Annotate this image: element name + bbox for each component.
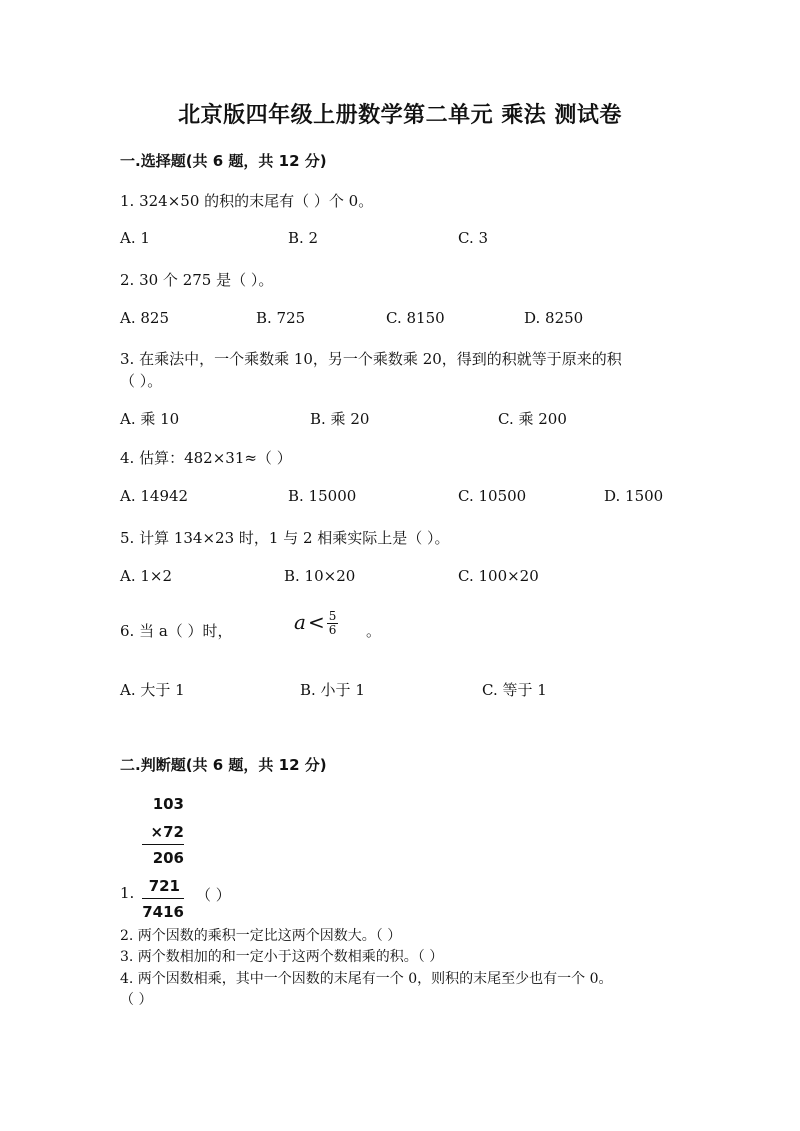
question-6: 6. 当 a（ ）时， (120, 622, 233, 640)
judge-q4: 4. 两个因数相乘，其中一个因数的末尾有一个 0，则积的末尾至少也有一个 0。 (120, 971, 613, 987)
q5-option-a: A. 1×2 (120, 567, 173, 585)
question-1: 1. 324×50 的积的末尾有（ ）个 0。 (120, 192, 374, 210)
q6-math-expression (294, 610, 338, 637)
judge-q4-paren: （ ） (120, 992, 153, 1008)
question-4: 4. 估算：482×31≈（ ） (120, 449, 292, 467)
vm-partial-2: 721 (148, 877, 180, 895)
q2-option-c: C. 8150 (386, 309, 445, 327)
q6-option-a: A. 大于 1 (120, 681, 185, 699)
judge-q1-prefix: 1. (120, 884, 135, 902)
q2-option-d: D. 8250 (524, 309, 584, 327)
section-1-heading: 一.选择题(共 6 题，共 12 分) (120, 152, 327, 170)
judge-q1-paren: （ ） (196, 886, 231, 904)
q4-option-a: A. 14942 (120, 487, 189, 505)
q6-frac-numerator: 5 (328, 609, 337, 623)
vm-multiplicand: 103 (152, 795, 184, 813)
q3-option-c: C. 乘 200 (498, 410, 567, 428)
q6-math-var: a (294, 610, 306, 634)
section-2-heading: 二.判断题(共 6 题，共 12 分) (120, 756, 327, 774)
judge-q2: 2. 两个因数的乘积一定比这两个因数大。（ ） (120, 928, 402, 944)
q1-option-b: B. 2 (288, 229, 319, 247)
q6-frac-denominator: 6 (328, 623, 337, 637)
q6-fraction (327, 610, 339, 637)
q1-option-c: C. 3 (458, 229, 489, 247)
vm-multiplier: ×72 (150, 823, 184, 841)
page-title: 北京版四年级上册数学第二单元 乘法 测试卷 (178, 103, 622, 128)
q5-option-c: C. 100×20 (458, 567, 539, 585)
vm-product: 7416 (142, 903, 184, 921)
vm-rule-1 (142, 844, 184, 845)
question-2: 2. 30 个 275 是（ ）。 (120, 271, 274, 289)
q1-option-a: A. 1 (120, 229, 150, 247)
q2-option-a: A. 825 (120, 309, 169, 327)
q6-option-b: B. 小于 1 (300, 681, 365, 699)
q3-option-a: A. 乘 10 (120, 410, 180, 428)
q4-option-b: B. 15000 (288, 487, 357, 505)
question-3-paren: （ ）。 (120, 372, 163, 390)
q6-math-op: < (307, 610, 325, 634)
q4-option-d: D. 1500 (604, 487, 664, 505)
judge-q3: 3. 两个数相加的和一定小于这两个数相乘的积。（ ） (120, 949, 444, 965)
q3-option-b: B. 乘 20 (310, 410, 370, 428)
vm-partial-1: 206 (152, 849, 184, 867)
vm-rule-2 (142, 898, 184, 899)
q2-option-b: B. 725 (256, 309, 306, 327)
question-6-tail: 。 (366, 622, 382, 640)
question-5: 5. 计算 134×23 时，1 与 2 相乘实际上是（ ）。 (120, 529, 450, 547)
question-3: 3. 在乘法中，一个乘数乘 10，另一个乘数乘 20，得到的积就等于原来的积 (120, 350, 622, 368)
q5-option-b: B. 10×20 (284, 567, 356, 585)
q4-option-c: C. 10500 (458, 487, 527, 505)
q6-option-c: C. 等于 1 (482, 681, 547, 699)
